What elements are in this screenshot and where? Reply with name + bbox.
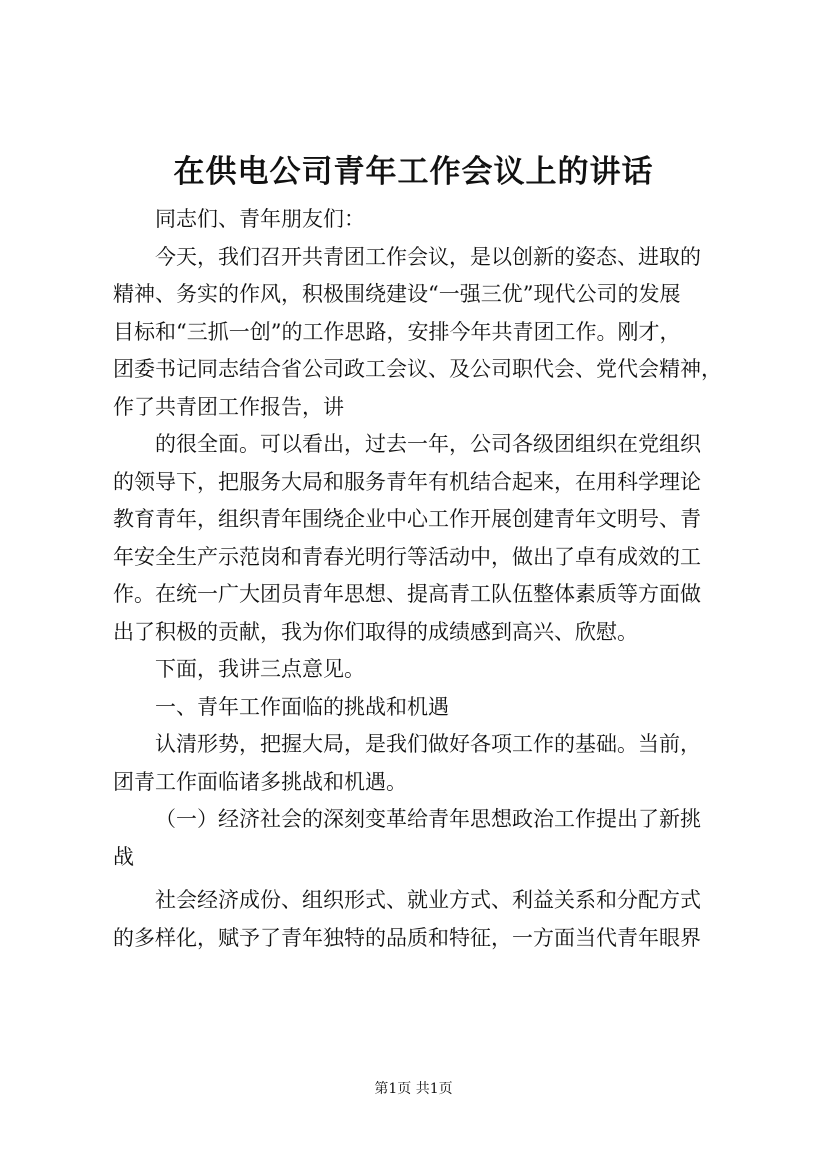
document-body xyxy=(113,201,723,957)
text-line: 作。在统一广大团员青年思想、提高青工队伍整体素质等方面做 xyxy=(113,582,701,606)
text-line: 目标和“三抓一创”的工作思路，安排今年共青团工作。刚才， xyxy=(113,319,681,344)
text-line: 团青工作面临诸多挑战和机遇。 xyxy=(113,769,407,794)
text-line: 社会经济成份、组织形式、就业方式、利益关系和分配方式 xyxy=(155,888,701,912)
text-line: 的领导下，把服务大局和服务青年有机结合起来，在用科学理论 xyxy=(113,469,701,494)
page-title: 在供电公司青年工作会议上的讲话 xyxy=(173,154,654,190)
text-line: 作了共青团工作报告，讲 xyxy=(113,394,344,419)
text-line: 今天，我们召开共青团工作会议，是以创新的姿态、进取的 xyxy=(155,244,701,269)
page-footer: 第1页 共1页 xyxy=(374,1081,453,1097)
text-line: 年安全生产示范岗和青春光明行等活动中，做出了卓有成效的工 xyxy=(113,544,701,569)
text-line: 出了积极的贡献，我为你们取得的成绩感到高兴、欣慰。 xyxy=(113,619,638,644)
text-line: 精神、务实的作风，积极围绕建设“一强三优”现代公司的发展 xyxy=(113,282,681,306)
text-line: 同志们、青年朋友们： xyxy=(155,207,365,231)
text-line: 团委书记同志结合省公司政工会议、及公司职代会、党代会精神， xyxy=(113,357,722,381)
subsection-heading: （一）经济社会的深刻变革给青年思想政治工作提出了新挑 xyxy=(155,807,701,831)
text-line: 教育青年，组织青年围绕企业中心工作开展创建青年文明号、青 xyxy=(113,507,701,531)
text-line: 的多样化，赋予了青年独特的品质和特征，一方面当代青年眼界 xyxy=(113,925,701,950)
subsection-heading-cont: 战 xyxy=(113,844,134,869)
text-line: 认清形势，把握大局，是我们做好各项工作的基础。当前， xyxy=(155,732,701,756)
text-line: 下面，我讲三点意见。 xyxy=(155,657,365,681)
text-line: 的很全面。可以看出，过去一年，公司各级团组织在党组织 xyxy=(155,432,701,456)
section-heading: 一、青年工作面临的挑战和机遇 xyxy=(155,694,449,719)
